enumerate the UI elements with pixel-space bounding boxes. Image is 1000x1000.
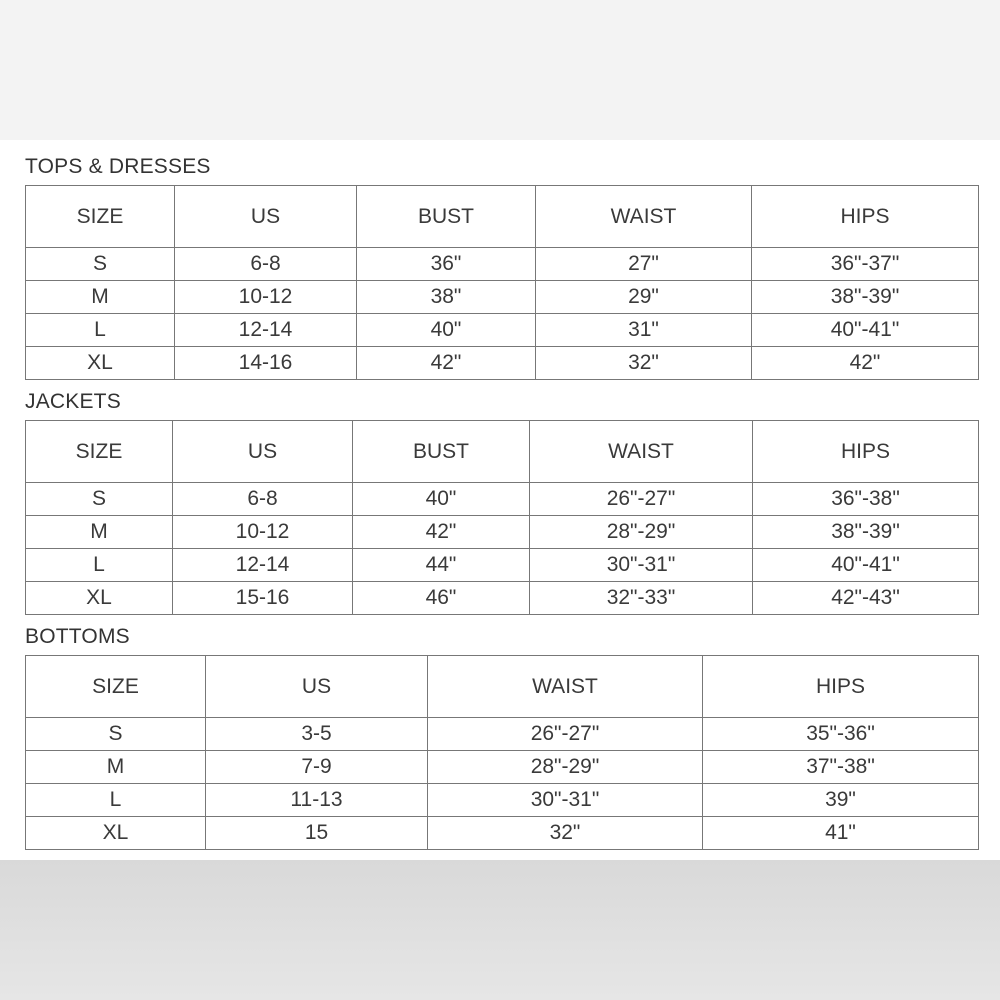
- cell-waist: 32": [428, 817, 703, 850]
- cell-bust: 40": [353, 483, 530, 516]
- header-hips: HIPS: [752, 186, 979, 248]
- cell-hips: 36"-38": [753, 483, 979, 516]
- header-bust: BUST: [353, 421, 530, 483]
- cell-bust: 38": [357, 281, 536, 314]
- cell-waist: 30"-31": [428, 784, 703, 817]
- size-table-jackets: [25, 420, 979, 615]
- cell-us: 10-12: [173, 516, 353, 549]
- cell-size: XL: [26, 347, 175, 380]
- cell-hips: 42"-43": [753, 582, 979, 615]
- section-title-tops-dresses: TOPS & DRESSES: [25, 155, 211, 178]
- table-row: [26, 784, 979, 817]
- cell-waist: 26"-27": [530, 483, 753, 516]
- cell-size: XL: [26, 817, 206, 850]
- table-row: [26, 281, 979, 314]
- cell-us: 6-8: [173, 483, 353, 516]
- table-header-row: [26, 421, 979, 483]
- cell-hips: 38"-39": [752, 281, 979, 314]
- header-waist: WAIST: [530, 421, 753, 483]
- cell-size: M: [26, 751, 206, 784]
- cell-size: L: [26, 549, 173, 582]
- cell-bust: 42": [353, 516, 530, 549]
- header-size: SIZE: [26, 186, 175, 248]
- cell-waist: 26"-27": [428, 718, 703, 751]
- size-chart-sheet: [0, 140, 1000, 860]
- cell-us: 12-14: [173, 549, 353, 582]
- cell-waist: 32": [536, 347, 752, 380]
- table-row: [26, 817, 979, 850]
- section-title-jackets: JACKETS: [25, 390, 121, 413]
- cell-bust: 44": [353, 549, 530, 582]
- header-waist: WAIST: [428, 656, 703, 718]
- cell-us: 3-5: [206, 718, 428, 751]
- cell-waist: 28"-29": [428, 751, 703, 784]
- cell-hips: 39": [703, 784, 979, 817]
- cell-us: 14-16: [175, 347, 357, 380]
- size-table-bottoms: [25, 655, 979, 850]
- cell-us: 6-8: [175, 248, 357, 281]
- cell-bust: 46": [353, 582, 530, 615]
- table-row: [26, 516, 979, 549]
- cell-hips: 40"-41": [752, 314, 979, 347]
- table-row: [26, 314, 979, 347]
- cell-size: L: [26, 784, 206, 817]
- bottom-background-band: [0, 860, 1000, 1000]
- cell-size: XL: [26, 582, 173, 615]
- table-row: [26, 347, 979, 380]
- cell-size: S: [26, 718, 206, 751]
- cell-waist: 28"-29": [530, 516, 753, 549]
- cell-size: M: [26, 281, 175, 314]
- header-us: US: [175, 186, 357, 248]
- cell-hips: 37"-38": [703, 751, 979, 784]
- section-title-bottoms: BOTTOMS: [25, 625, 130, 648]
- cell-us: 7-9: [206, 751, 428, 784]
- table-row: [26, 483, 979, 516]
- cell-size: S: [26, 483, 173, 516]
- header-hips: HIPS: [753, 421, 979, 483]
- header-bust: BUST: [357, 186, 536, 248]
- table-header-row: [26, 186, 979, 248]
- cell-waist: 27": [536, 248, 752, 281]
- table-row: [26, 248, 979, 281]
- cell-waist: 32"-33": [530, 582, 753, 615]
- cell-size: L: [26, 314, 175, 347]
- cell-hips: 42": [752, 347, 979, 380]
- cell-bust: 42": [357, 347, 536, 380]
- cell-us: 15: [206, 817, 428, 850]
- cell-us: 11-13: [206, 784, 428, 817]
- table-row: [26, 751, 979, 784]
- cell-waist: 29": [536, 281, 752, 314]
- cell-waist: 31": [536, 314, 752, 347]
- table-row: [26, 718, 979, 751]
- cell-hips: 35"-36": [703, 718, 979, 751]
- cell-hips: 36"-37": [752, 248, 979, 281]
- cell-size: M: [26, 516, 173, 549]
- table-header-row: [26, 656, 979, 718]
- header-size: SIZE: [26, 421, 173, 483]
- top-background-band: [0, 0, 1000, 140]
- header-hips: HIPS: [703, 656, 979, 718]
- cell-us: 10-12: [175, 281, 357, 314]
- cell-waist: 30"-31": [530, 549, 753, 582]
- cell-size: S: [26, 248, 175, 281]
- cell-bust: 36": [357, 248, 536, 281]
- cell-hips: 38"-39": [753, 516, 979, 549]
- cell-hips: 41": [703, 817, 979, 850]
- header-us: US: [173, 421, 353, 483]
- header-waist: WAIST: [536, 186, 752, 248]
- cell-hips: 40"-41": [753, 549, 979, 582]
- size-table-tops-dresses: [25, 185, 979, 380]
- cell-us: 15-16: [173, 582, 353, 615]
- cell-bust: 40": [357, 314, 536, 347]
- table-row: [26, 549, 979, 582]
- header-size: SIZE: [26, 656, 206, 718]
- header-us: US: [206, 656, 428, 718]
- table-row: [26, 582, 979, 615]
- cell-us: 12-14: [175, 314, 357, 347]
